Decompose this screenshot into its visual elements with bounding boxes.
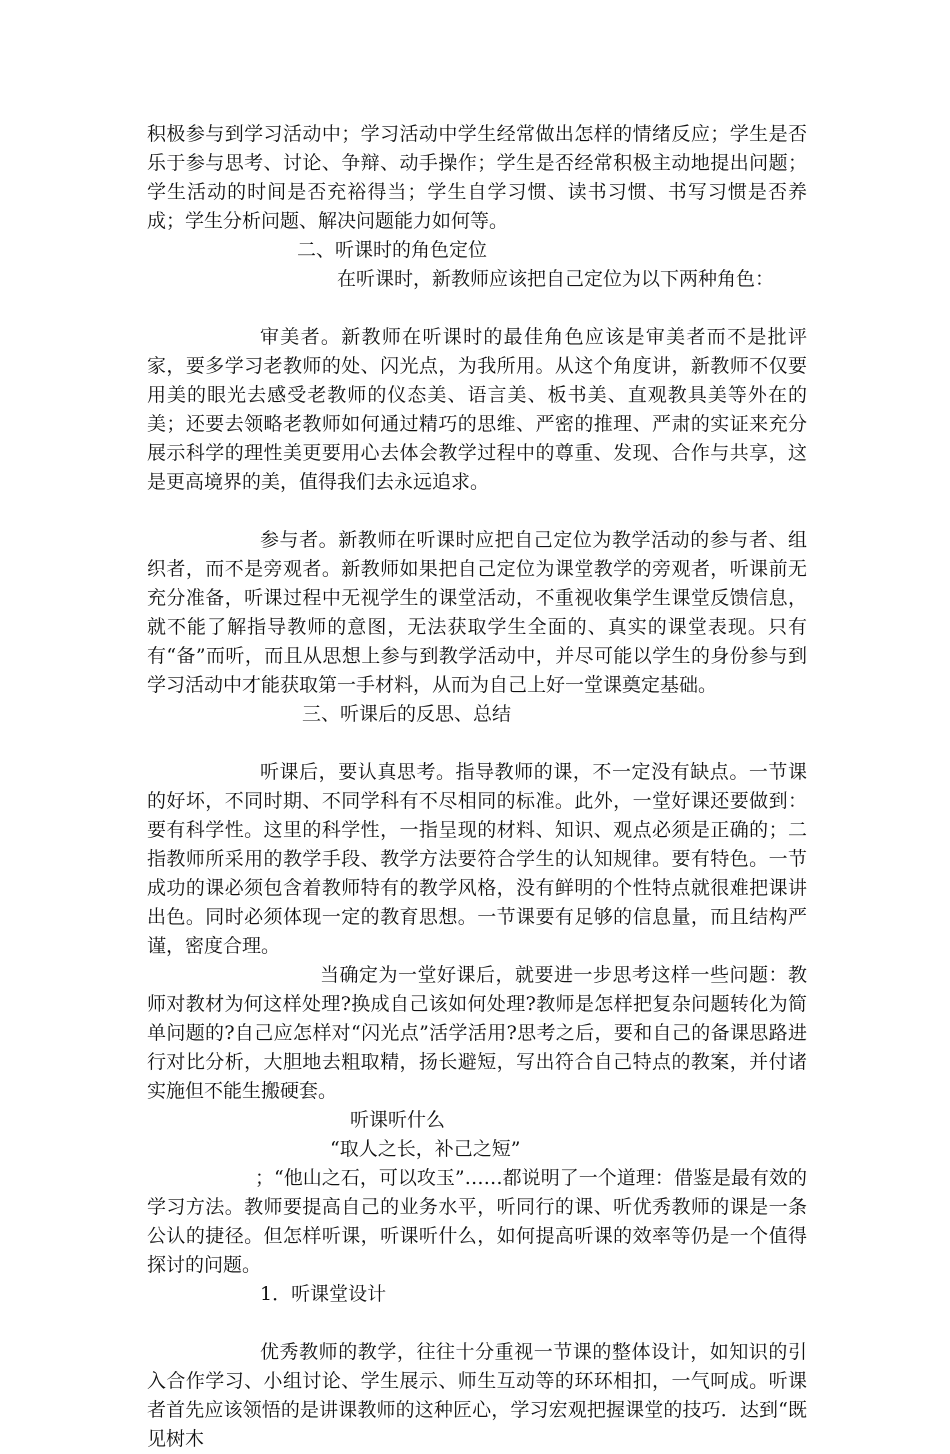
title-quote: “取人之长，补己之短” [330, 1138, 521, 1160]
paragraph-good-lesson: 当确定为一堂好课后，就要进一步思考这样一些问题：教师对教材为何这样处理?换成自己该如何处理?教师是怎样把复杂问题转化为简单问题的?自己应怎样对“闪光点”活学活用?思考之后，要和自己的备课思路进行对比分析，大胆地去粗取精，扬长避短，写出符合自己特点的教案，并付诸实施但不能生搬硬套。 [147, 964, 807, 1102]
paragraph-design: 优秀教师的教学，往往十分重视一节课的整体设计，如知识的引入合作学习、小组讨论、学生展示、师生互动等的环环相扣，一气呵成。听课者首先应该领悟的是讲课教师的这种匠心，学习宏观把握课堂的技巧．达到“既见树木 [147, 1341, 807, 1450]
paragraph-after-class: 听课后，要认真思考。指导教师的课，不一定没有缺点。一节课的好坏，不同时期、不同学科有不尽相同的标准。此外，一堂好课还要做到：要有科学性。这里的科学性，一指呈现的材料、知识、观点必须是正确的；二指教师所采用的教学手段、教学方法要符合学生的认知规律。要有特色。一节成功的课必须包含着教师特有的教学风格，没有鲜明的个性特点就很难把课讲出色。同时必须体现一定的教育思想。一节课要有足够的信息量，而且结构严谨，密度合理。 [147, 761, 807, 957]
section-heading-reflection: 三、听课后的反思、总结 [302, 703, 512, 725]
list-item-classroom-design: 1．听课堂设计 [260, 1283, 387, 1305]
roles-intro: 在听课时，新教师应该把自己定位为以下两种角色： [337, 268, 775, 290]
paragraph-quote-continuation: ；“他山之石，可以攻玉”……都说明了一个道理：借鉴是最有效的学习方法。教师要提高自己的业务水平，听同行的课、听优秀教师的课是一条公认的捷径。但怎样听课，听课听什么，如何提高听课的效率等仍是一个值得探讨的问题。 [147, 1167, 807, 1276]
blank-line [147, 1309, 807, 1338]
paragraph-student-activity: 积极参与到学习活动中；学习活动中学生经常做出怎样的情绪反应；学生是否乐于参与思考、讨论、争辩、动手操作；学生是否经常积极主动地提出问题；学生活动的时间是否充裕得当；学生自学习惯、读书习惯、书写习惯是否养成；学生分析问题、解决问题能力如何等。 [147, 123, 807, 232]
blank-line [147, 497, 807, 526]
section-heading-role: 二、听课时的角色定位 [297, 239, 488, 261]
blank-line [147, 294, 807, 323]
paragraph-participant: 参与者。新教师在听课时应把自己定位为教学活动的参与者、组织者，而不是旁观者。新教师如果把自己定位为课堂教学的旁观者，听课前无充分准备，听课过程中无视学生的课堂活动，不重视收集学生课堂反馈信息，就不能了解指导教师的意图，无法获取学生全面的、真实的课堂表现。只有有“备”而听，而且从思想上参与到教学活动中，并尽可能以学生的身份参与到学习活动中才能获取第一手材料，从而为自己上好一堂课奠定基础。 [147, 529, 807, 696]
blank-line [147, 729, 807, 758]
document-body [147, 120, 807, 1454]
article-title: 听课听什么 [350, 1109, 446, 1131]
paragraph-aesthete: 审美者。新教师在听课时的最佳角色应该是审美者而不是批评家，要多学习老教师的处、闪光点，为我所用。从这个角度讲，新教师不仅要用美的眼光去感受老教师的仪态美、语言美、板书美、直观教具美等外在的美；还要去领略老教师如何通过精巧的思维、严密的推理、严肃的实证来充分展示科学的理性美更要用心去体会教学过程中的尊重、发现、合作与共享，这是更高境界的美，值得我们去永远追求。 [147, 326, 807, 493]
